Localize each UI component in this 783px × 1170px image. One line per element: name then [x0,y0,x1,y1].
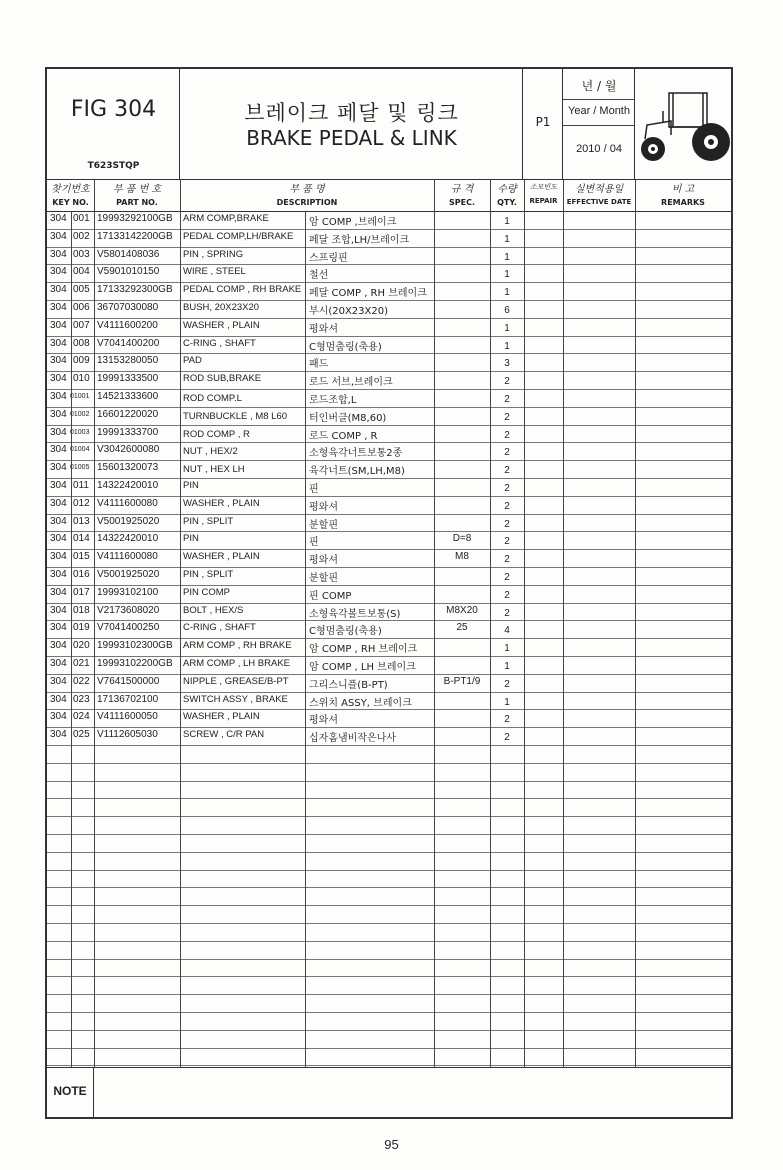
description-en-cell: NUT , HEX LH [183,464,245,476]
description-en-cell: NUT , HEX/2 [183,446,238,458]
qty-cell: 2 [504,572,510,583]
part-number-cell: V4111600200 [97,319,158,331]
part-number-cell: V5001925020 [97,515,160,527]
key-cell: 01001 [70,393,90,400]
fig-cell: 304 [50,515,67,527]
key-cell: 016 [73,569,90,580]
fig-cell: 304 [50,640,67,652]
table-row [47,674,731,693]
table-row [47,709,731,728]
part-number-cell: V3042600080 [97,444,160,456]
table-row [47,460,731,479]
qty-cell: 1 [504,340,510,352]
key-cell: 018 [73,604,90,616]
fig-cell: 304 [50,355,67,367]
table-row [47,781,731,800]
part-number-cell: V5901010150 [97,266,160,278]
qty-cell: 1 [504,269,510,281]
description-en-cell: PIN COMP [183,586,230,598]
description-ko-cell: 소형육각너트보통2종 [309,448,403,460]
table-row [47,994,731,1013]
col-qty: 수량 QTY. [497,184,517,207]
table-row [47,318,731,337]
description-ko-cell: 로드조합,L [309,395,357,406]
table-row [47,371,731,390]
year-month-divider [563,125,635,126]
qty-cell: 1 [504,287,510,299]
description-en-cell: NIPPLE , GREASE/B-PT [183,675,289,687]
column-divider [524,179,525,1067]
col-part: 부 품 번 호 PART NO. [112,184,162,207]
description-en-cell: ARM COMP , RH BRAKE [183,640,292,652]
description-ko-cell: 페달 조합,LH/브레이크 [309,234,410,246]
spec-cell: D=8 [452,533,472,545]
description-en-cell: WIRE , STEEL [183,266,246,278]
qty-cell: 2 [504,607,510,619]
fig-cell: 304 [50,675,67,687]
key-cell: 01002 [70,410,90,418]
column-divider [563,179,564,1067]
key-cell: 012 [73,497,90,509]
spec-cell: M8 [455,551,469,563]
table-row [47,1012,731,1031]
table-row [47,603,731,622]
fig-cell: 304 [50,373,67,385]
description-en-cell: ARM COMP,BRAKE [183,213,269,224]
qty-cell: 2 [504,589,510,601]
key-cell: 007 [73,319,90,331]
qty-cell: 2 [504,394,510,405]
description-ko-cell: 철선 [309,270,329,282]
table-row [47,531,731,550]
qty-cell: 2 [504,536,510,548]
table-row [47,976,731,995]
model-code: T623STQP [87,161,140,171]
part-number-cell: V2173608020 [97,604,160,616]
table-row [47,834,731,853]
col-desc: 부 품 명 DESCRIPTION [276,184,338,207]
fig-cell: 304 [50,693,67,705]
fig-cell: 304 [50,337,67,349]
qty-cell: 1 [504,251,510,263]
key-cell: 001 [73,213,90,224]
table-row [47,745,731,764]
key-cell: 020 [73,640,90,652]
key-cell: 01004 [70,446,90,454]
table-row [47,816,731,835]
part-number-cell: V4111600050 [97,711,158,723]
fig-cell: 304 [50,497,67,509]
table-row [47,300,731,319]
table-row [47,264,731,283]
description-en-cell: TURNBUCKLE , M8 L60 [183,410,288,422]
note-label: NOTE [53,1084,87,1098]
description-ko-cell: 패드 [309,359,329,371]
column-divider [434,179,435,1067]
page-number: 95 [384,1137,399,1152]
fig-cell: 304 [50,551,67,563]
fig-cell: 304 [50,586,67,598]
part-number-cell: V7641500000 [97,675,160,687]
description-ko-cell: 평와셔 [309,501,338,513]
fig-cell: 304 [50,462,67,474]
description-ko-cell: 핀 [309,484,319,495]
table-row [47,282,731,301]
fig-cell: 304 [50,729,67,741]
part-number-cell: V7041400200 [97,337,160,349]
description-en-cell: PIN , SPLIT [183,515,234,527]
key-cell: 01003 [70,428,90,436]
part-number-cell: V1112605030 [97,729,158,741]
fig-cell: 304 [50,711,67,723]
key-cell: 01005 [70,464,90,472]
description-ko-cell: 평와셔 [309,555,338,567]
col-spec: 규 격 SPEC. [449,184,475,207]
key-cell: 024 [73,711,90,723]
qty-cell: 2 [504,376,510,388]
col-effective-date: 실변적용일 EFFECTIVE DATE [566,184,632,206]
table-row [47,229,731,248]
parts-sheet [45,67,733,1119]
qty-cell: 2 [504,411,510,423]
qty-cell: 2 [504,732,510,744]
part-number-cell: V4111600080 [97,497,158,509]
part-number-cell: 19993102300GB [97,640,173,652]
description-ko-cell: 암 COMP , RH 브레이크 [309,644,418,656]
fig-cell: 304 [50,480,67,491]
column-divider [180,179,181,1067]
table-row [47,336,731,355]
description-en-cell: ROD SUB,BRAKE [183,373,262,385]
qty-cell: 6 [504,305,510,316]
description-en-cell: BOLT , HEX/S [183,604,244,616]
key-cell: 009 [73,355,90,367]
key-cell: 022 [73,675,90,687]
table-row [47,585,731,604]
part-number-cell: V4111600080 [97,551,158,563]
column-divider [635,179,636,1067]
fig-cell: 304 [50,604,67,616]
description-en-cell: C-RING , SHAFT [183,622,256,634]
table-row [47,496,731,515]
spec-cell: B-PT1/9 [443,675,481,687]
part-number-cell: V5001925020 [97,569,160,580]
description-ko-cell: 분할핀 [309,519,338,531]
fig-cell: 304 [50,302,67,313]
key-cell: 010 [73,373,90,385]
key-cell: 013 [73,515,90,527]
fig-cell: 304 [50,230,67,242]
key-cell: 023 [73,693,90,705]
column-divider [94,179,95,1067]
key-cell: 005 [73,284,90,296]
description-ko-cell: 스위치 ASSY, 브레이크 [309,697,412,709]
col-key: 찾기번호 KEY NO. [51,184,90,207]
table-row [47,620,731,639]
table-row [47,549,731,568]
part-number-cell: 19993102200GB [97,658,173,669]
qty-cell: 1 [504,696,510,708]
part-number-cell: 17133142200GB [97,230,173,242]
key-cell: 019 [73,622,90,634]
description-ko-cell: 평와셔 [309,323,338,335]
table-row [47,247,731,266]
spec-cell: 25 [456,622,468,634]
fig-cell: 304 [50,319,67,331]
description-ko-cell: C형멈춤링(축용) [309,341,382,353]
table-row [47,407,731,426]
description-en-cell: WASHER , PLAIN [183,711,260,723]
title-box [180,69,523,179]
table-row [47,959,731,978]
fig-cell: 304 [50,284,67,296]
qty-cell: 1 [504,233,510,245]
key-cell: 011 [73,480,89,491]
description-en-cell: PEDAL COMP,LH/BRAKE [183,230,294,242]
description-en-cell: ARM COMP , LH BRAKE [183,658,290,669]
year-month-box [563,69,635,179]
fig-box [47,69,180,179]
key-cell: 015 [73,551,90,563]
column-divider [490,179,491,1067]
description-ko-cell: 터인버클(M8,60) [309,412,387,424]
description-en-cell: SCREW , C/R PAN [183,729,265,741]
description-en-cell: C-RING , SHAFT [183,337,256,349]
description-ko-cell: 로드 COMP , R [309,430,378,442]
table-row [47,870,731,889]
part-number-cell: 19993292100GB [97,213,173,224]
description-ko-cell: 스프링핀 [309,252,348,264]
title-english: BRAKE PEDAL & LINK [246,126,457,150]
qty-cell: 2 [504,483,510,494]
fig-cell: 304 [50,248,67,260]
key-cell: 025 [73,729,90,741]
tractor-icon [635,69,731,179]
qty-cell: 1 [504,661,510,672]
part-number-cell: 17133292300GB [97,284,173,296]
description-en-cell: WASHER , PLAIN [183,497,260,509]
table-row [47,692,731,711]
col-repair: 소모빈도 REPAIR [529,183,558,205]
description-ko-cell: 그리스니플(B-PT) [309,679,388,691]
part-number-cell: V7041400250 [97,622,160,634]
col-remarks: 비 고 REMARKS [661,184,705,207]
table-row [47,1048,731,1067]
note-divider [93,1068,94,1118]
table-row [47,941,731,960]
description-en-cell: PAD [183,355,202,367]
description-ko-cell: 육각너트(SM,LH,M8) [309,466,405,478]
year-month-en: Year / Month [568,105,630,117]
column-divider [305,211,306,1067]
key-cell: 002 [73,230,90,242]
fig-cell: 304 [50,266,67,278]
description-en-cell: SWITCH ASSY , BRAKE [183,693,288,705]
part-number-cell: 14322420010 [97,480,159,491]
description-en-cell: PIN [183,480,199,491]
part-number-cell: 16601220020 [97,408,159,420]
fig-cell: 304 [50,658,67,669]
table-row [47,727,731,746]
part-number-cell: 14521333600 [97,391,159,402]
table-row [47,798,731,817]
description-en-cell: PIN , SPLIT [183,569,234,580]
part-number-cell: 17136702100 [97,693,159,705]
part-number-cell: 13153280050 [97,355,159,367]
qty-cell: 3 [504,358,510,370]
table-row [47,514,731,533]
spec-cell: M8X20 [446,604,478,616]
description-ko-cell: 분할핀 [309,573,338,584]
qty-cell: 4 [504,625,510,637]
key-cell: 017 [73,586,90,598]
part-number-cell: 36707030080 [97,302,159,313]
description-en-cell: PIN , SPRING [183,248,244,260]
fig-cell: 304 [50,622,67,634]
description-ko-cell: 핀 [309,537,319,549]
sheet-header [47,69,731,180]
description-en-cell: PIN [183,533,199,545]
description-ko-cell: 평와셔 [309,715,338,727]
table-row [47,763,731,782]
fig-cell: 304 [50,569,67,580]
key-cell: 008 [73,337,90,349]
part-number-cell: 14322420010 [97,533,159,545]
key-cell: 003 [73,248,90,260]
fig-cell: 304 [50,213,67,224]
description-ko-cell: 핀 COMP [309,590,352,602]
part-number-cell: V5801408036 [97,248,160,260]
part-number-cell: 19993102100 [97,586,159,598]
description-ko-cell: 부시(20X23X20) [309,306,388,317]
table-row [47,887,731,906]
table-row [47,852,731,871]
key-cell: 004 [73,266,90,278]
table-row [47,425,731,444]
table-row [47,442,731,461]
revision-date: 2010 / 04 [576,143,622,155]
fig-cell: 304 [50,444,67,456]
description-en-cell: PEDAL COMP , RH BRAKE [183,284,302,296]
key-cell: 006 [73,302,90,313]
qty-cell: 2 [504,465,510,477]
qty-cell: 1 [504,322,510,334]
key-cell: 014 [73,533,90,545]
table-row [47,211,731,230]
fig-cell: 304 [50,391,67,402]
table-row [47,656,731,675]
qty-cell: 2 [504,678,510,690]
note-section [47,1067,731,1118]
qty-cell: 2 [504,714,510,726]
description-en-cell: WASHER , PLAIN [183,551,260,563]
key-cell: 021 [73,658,90,669]
part-number-cell: 15601320073 [97,462,159,474]
part-number-cell: 19991333700 [97,426,159,438]
page-box [523,69,563,179]
description-ko-cell: 암 COMP ,브레이크 [309,217,397,228]
table-row [47,638,731,657]
table-row [47,567,731,586]
qty-cell: 1 [504,643,510,655]
description-ko-cell: 암 COMP , LH 브레이크 [309,662,416,673]
part-number-cell: 19991333500 [97,373,159,385]
page-code: P1 [535,115,551,129]
table-row [47,1030,731,1049]
fig-cell: 304 [50,408,67,420]
year-month-ko: 년 / 월 [563,77,635,100]
qty-cell: 2 [504,429,510,441]
description-ko-cell: 십자홈냄비작은나사 [309,733,396,745]
description-ko-cell: 소형육각볼트보통(S) [309,608,401,620]
description-ko-cell: 페달 COMP , RH 브레이크 [309,288,427,300]
description-en-cell: BUSH, 20X23X20 [183,302,260,313]
description-en-cell: WASHER , PLAIN [183,319,260,331]
qty-cell: 2 [504,447,510,459]
qty-cell: 1 [504,216,510,227]
description-ko-cell: C형멈춤링(축용) [309,626,382,638]
description-ko-cell: 로드 서브,브레이크 [309,377,393,389]
table-row [47,478,731,497]
qty-cell: 2 [504,554,510,566]
description-en-cell: ROD COMP.L [183,393,242,404]
column-header [47,179,731,212]
fig-cell: 304 [50,426,67,438]
fig-cell: 304 [50,533,67,545]
table-row [47,389,731,408]
fig-number: FIG 304 [70,97,157,122]
table-row [47,905,731,924]
table-row [47,353,731,372]
description-en-cell: ROD COMP , R [183,428,250,440]
table-row [47,923,731,942]
qty-cell: 2 [504,518,510,530]
title-korean: 브레이크 페달 및 링크 [244,101,459,125]
qty-cell: 2 [504,500,510,512]
column-divider [71,211,72,1067]
